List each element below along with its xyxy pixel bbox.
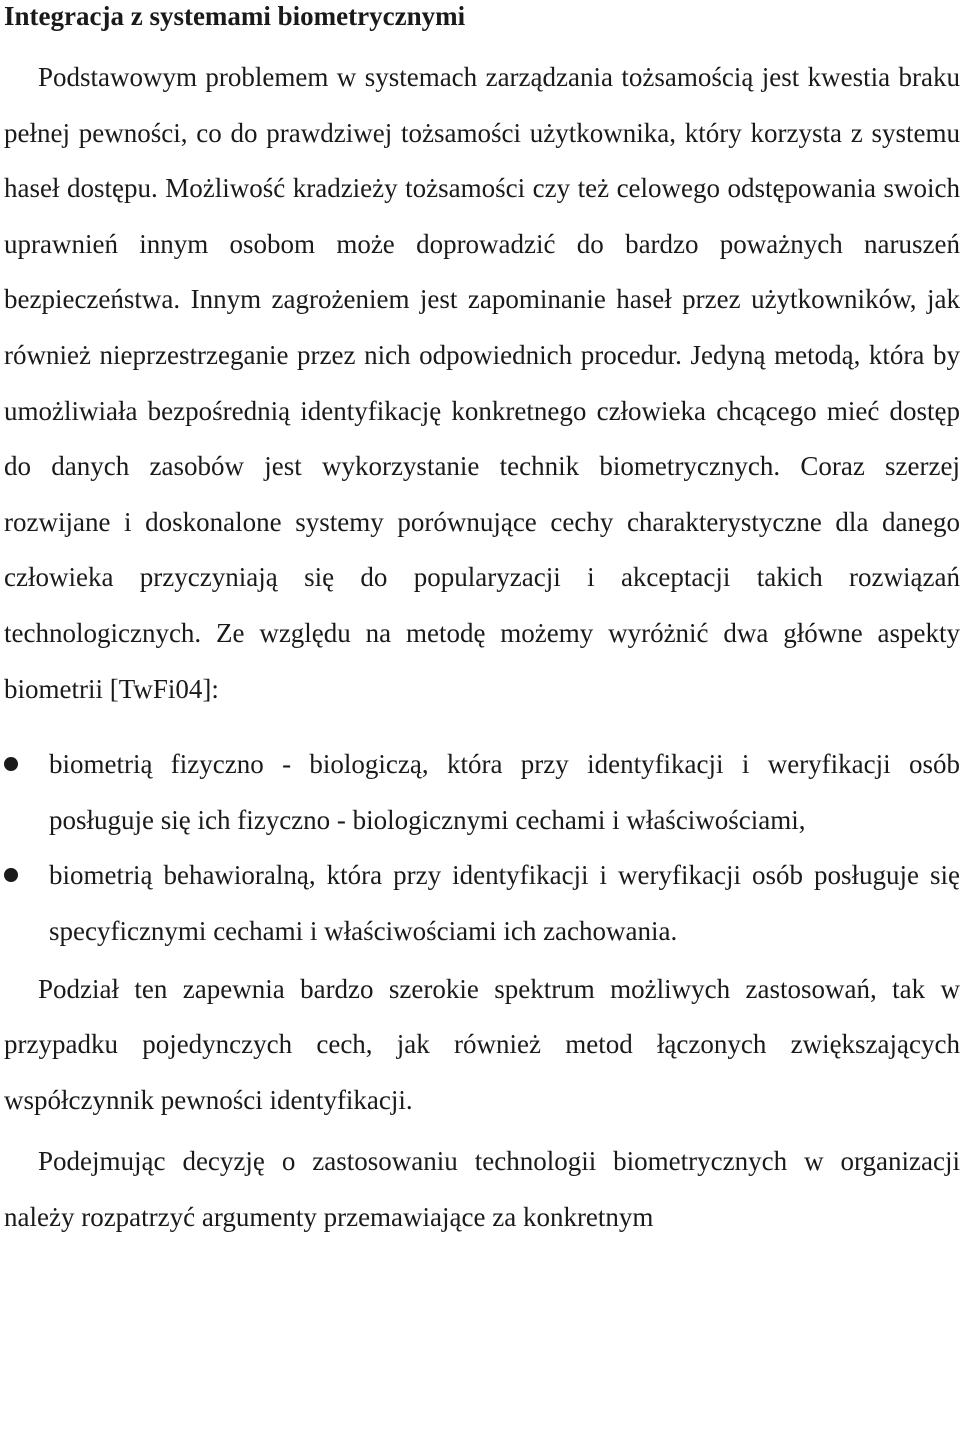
bullet-text: biometrią behawioralną, która przy identyfikacji i weryfikacji osób posługuje się specyficznymi cechami i właściwościami ich zachowania. — [49, 860, 960, 946]
bullet-text: biometrią fizyczno - biologiczą, która przy identyfikacji i weryfikacji osób posługuje się ich fizyczno - biologicznymi cechami i właściwościami, — [49, 749, 960, 835]
bullet-item-physical — [4, 737, 960, 848]
paragraph-intro: Podstawowym problemem w systemach zarządzania tożsamością jest kwestia braku pełnej pewności, co do prawdziwej tożsamości użytkownika, który korzysta z systemu haseł dostępu. Możliwość kradzieży tożsamości czy też celowego odstępowania swoich uprawnień innym osobom może doprowadzić do bardzo poważnych naruszeń bezpieczeństwa. Innym zagrożeniem jest zapominanie haseł przez użytkowników, jak również nieprzestrzeganie przez nich odpowiednich procedur. Jedyną metodą, która by umożliwiała bezpośrednią identyfikację konkretnego człowieka chcącego mieć dostęp do danych zasobów jest wykorzystanie technik biometrycznych. Coraz szerzej rozwijane i doskonalone systemy porównujące cechy charakterystyczne dla danego człowieka przyczyniają się do popularyzacji i akceptacji takich rozwiązań technologicznych. Ze względu na metodę możemy wyróżnić dwa główne aspekty biometrii [TwFi04]: — [4, 62, 960, 704]
bullet-item-behavioral — [4, 848, 960, 959]
paragraph-decision: Podejmując decyzję o zastosowaniu technologii biometrycznych w organizacji należy rozpatrzyć argumenty przemawiające za konkretnym — [4, 1146, 960, 1232]
section-heading: Integracja z systemami biometrycznymi — [4, 1, 466, 31]
bullet-dot-icon — [4, 868, 18, 882]
paragraph-scope: Podział ten zapewnia bardzo szerokie spektrum możliwych zastosowań, tak w przypadku pojedynczych cech, jak również metod łączonych zwiększających współczynnik pewności identyfikacji. — [4, 973, 960, 1115]
bullet-dot-icon — [4, 757, 18, 771]
bullet-list — [4, 737, 960, 959]
